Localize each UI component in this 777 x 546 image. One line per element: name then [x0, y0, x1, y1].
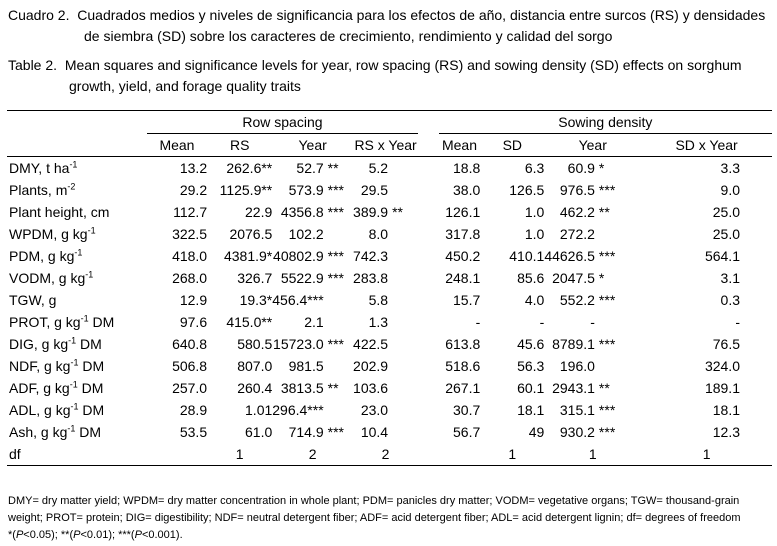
cell: 422.5: [353, 336, 389, 352]
cell: -: [539, 314, 545, 330]
cell: 9.0: [720, 182, 740, 198]
cell: 28.9: [179, 402, 208, 418]
cell: 564.1: [704, 248, 740, 264]
table-row: [7, 311, 772, 333]
cell: 981.5: [288, 358, 324, 374]
cell: 317.8: [445, 226, 481, 242]
cell: 53.5: [179, 424, 208, 440]
cell: 248.1: [445, 270, 481, 286]
column-header-row: [7, 134, 772, 157]
cell: 52.7: [296, 160, 324, 176]
spacer: [418, 333, 439, 355]
sig-marker: [324, 355, 353, 377]
sig-marker: [595, 355, 641, 377]
cell: 97.6: [179, 314, 208, 330]
cell: 3.3: [720, 160, 740, 176]
cell: 1125.9**: [219, 182, 273, 198]
cell: 12.3: [712, 424, 740, 440]
col-header: Mean: [147, 134, 207, 157]
cell: 260.4: [237, 380, 273, 396]
row-label: PROT, g $kg^{-1}$ DM: [9, 313, 115, 330]
row-label: NDF, g $kg^{-1}$ DM: [9, 357, 105, 374]
cell: 552.2: [559, 292, 595, 308]
caption-line: Mean squares and significance levels for year, row spacing (RS) and sowing density (SD) effects on sorghum: [64, 57, 742, 73]
cell: 2: [272, 443, 353, 466]
cell: 12.9: [179, 292, 208, 308]
spacer: [418, 245, 439, 267]
cell: 61.0: [245, 424, 273, 440]
table-row: [7, 267, 772, 289]
cell: 10.4: [360, 424, 389, 440]
sig-marker: ***: [598, 402, 616, 418]
cell: 807.0: [237, 358, 273, 374]
cell: 2: [353, 443, 418, 466]
sig-marker: ***: [327, 336, 345, 352]
footnote: [8, 493, 773, 544]
cell: 283.8: [353, 270, 389, 286]
sig-marker: **: [327, 160, 339, 176]
cell: 326.7: [237, 270, 273, 286]
table-row: [7, 377, 772, 399]
cell: 2076.5: [229, 226, 273, 242]
cell: 0.3: [720, 292, 740, 308]
table-row: [7, 179, 772, 201]
cell: 29.5: [360, 182, 389, 198]
cell: 640.8: [172, 336, 208, 352]
cell: -: [590, 314, 595, 330]
cell: 56.3: [517, 358, 545, 374]
data-table: [7, 110, 772, 466]
row-label: WPDM, g $kg^{-1}$: [9, 225, 96, 242]
sig-marker: ***: [327, 248, 345, 264]
cell: 573.9: [288, 182, 324, 198]
cell: 742.3: [353, 248, 389, 264]
cell: -: [475, 314, 481, 330]
spacer: [418, 289, 439, 311]
cell: 49: [528, 424, 545, 440]
spacer: [418, 399, 439, 421]
cell: -: [735, 314, 740, 330]
row-label: TGW, g: [9, 292, 57, 308]
cell: 324.0: [704, 358, 740, 374]
cell: 13.2: [179, 160, 208, 176]
cell: 1.0: [524, 204, 545, 220]
col-header: Year: [272, 134, 353, 157]
sig-marker: ***: [327, 182, 345, 198]
spacer: [418, 311, 439, 333]
cell: 30.7: [453, 402, 481, 418]
cell: 1.0: [524, 226, 545, 242]
cell: 3813.5: [280, 380, 324, 396]
cell: 8.0: [368, 226, 389, 242]
cell: 268.0: [172, 270, 208, 286]
cell: 85.6: [517, 270, 545, 286]
cell: 5.8: [368, 292, 389, 308]
sig-marker: [324, 289, 353, 311]
cell: 1: [544, 443, 641, 466]
table-row: [7, 157, 772, 180]
cell: 4.0: [524, 292, 545, 308]
caption-label: Table 2.: [8, 57, 58, 73]
sig-marker: [324, 311, 353, 333]
cell: 25.0: [712, 226, 740, 242]
spacer: [418, 223, 439, 245]
cell: 315.1: [559, 402, 595, 418]
col-header: Mean: [439, 134, 481, 157]
col-header: Year: [544, 134, 641, 157]
cell: 38.0: [453, 182, 481, 198]
cell: 418.0: [172, 248, 208, 264]
cell: 1.01: [245, 402, 273, 418]
cell: 415.0**: [226, 314, 273, 330]
cell: 15.7: [453, 292, 481, 308]
cell: 389.9 **: [353, 204, 403, 220]
cell: 976.5: [559, 182, 595, 198]
cell: 189.1: [704, 380, 740, 396]
spacer: [418, 201, 439, 223]
row-label: DIG, g $kg^{-1}$ DM: [9, 335, 102, 352]
footnote-line: weight; PROT= protein; DIG= digestibility; NDF= neutral detergent fiber; ADF= acid detergent fiber; ADL= acid detergent lignin; df= degrees of freedom: [8, 512, 741, 524]
sig-marker: **: [327, 380, 339, 396]
cell: 2943.1: [552, 380, 595, 396]
cell: 4381.9*: [223, 248, 273, 264]
sig-marker: ***: [598, 248, 616, 264]
row-label: Plant height, cm: [9, 204, 110, 220]
cell: 126.1: [445, 204, 481, 220]
spacer: [418, 157, 439, 180]
caption-spanish: [8, 5, 773, 47]
sig-marker: ***: [327, 424, 345, 440]
caption-line: de siembra (SD) sobre los caracteres de crecimiento, rendimiento y calidad del sorgo: [84, 28, 613, 44]
sig-marker: *: [598, 160, 605, 176]
cell: 322.5: [172, 226, 208, 242]
sig-marker: **: [598, 204, 610, 220]
cell: 3.1: [720, 270, 740, 286]
cell: 29.2: [179, 182, 208, 198]
cell: 202.9: [353, 358, 389, 374]
cell: 60.1: [517, 380, 545, 396]
sig-marker: **: [598, 380, 610, 396]
spacer: [418, 179, 439, 201]
cell: 56.7: [453, 424, 481, 440]
cell: 2047.5: [552, 270, 595, 286]
row-label: ADF, g $kg^{-1}$ DM: [9, 379, 104, 396]
cell: 196.0: [559, 358, 595, 374]
cell: 410.1: [509, 248, 545, 264]
cell: 5.2: [368, 160, 389, 176]
cell: 60.9: [567, 160, 595, 176]
cell: 18.1: [517, 402, 545, 418]
table-row: [7, 223, 772, 245]
cell: 112.7: [173, 204, 208, 220]
caption-english: [8, 55, 773, 97]
table-row: [7, 201, 772, 223]
col-header: SD x Year: [641, 134, 772, 157]
table-row: [7, 245, 772, 267]
cell: 126.5: [509, 182, 545, 198]
col-header: SD: [480, 134, 544, 157]
cell: 44626.5: [544, 248, 595, 264]
sig-marker: ***: [327, 270, 345, 286]
row-label: df: [7, 443, 147, 466]
cell: 5522.9: [280, 270, 324, 286]
group-row-spacing: Row spacing: [147, 111, 418, 134]
cell: 613.8: [445, 336, 481, 352]
cell: 1: [480, 443, 544, 466]
cell: 15723.0: [273, 336, 324, 352]
row-label: VODM, g $kg^{-1}$: [9, 269, 94, 286]
cell: 272.2: [559, 226, 595, 242]
cell: 19.3*: [239, 292, 273, 308]
sig-marker: [324, 399, 353, 421]
cell: 518.6: [445, 358, 481, 374]
sig-marker: ***: [598, 182, 616, 198]
cell: 1.3: [368, 314, 389, 330]
footnote-line: DMY= dry matter yield; WPDM= dry matter concentration in whole plant; PDM= panicles dry matter; VODM= vegetative organs; TGW= thousand-grain: [8, 495, 740, 507]
cell: 40802.9: [273, 248, 324, 264]
spacer: [418, 377, 439, 399]
cell: 18.1: [712, 402, 740, 418]
sig-marker: [595, 311, 641, 333]
sig-marker: ***: [598, 424, 616, 440]
spacer: [418, 267, 439, 289]
caption-label: Cuadro 2.: [8, 7, 70, 23]
sig-marker: [324, 223, 353, 245]
spacer: [418, 355, 439, 377]
sig-marker: ***: [598, 292, 616, 308]
group-sowing-density: Sowing density: [439, 111, 772, 134]
cell: 6.3: [524, 160, 545, 176]
cell: 45.6: [517, 336, 545, 352]
cell: 25.0: [712, 204, 740, 220]
table-row: [7, 355, 772, 377]
df-row: [7, 443, 772, 466]
table-row: [7, 289, 772, 311]
cell: 18.8: [453, 160, 481, 176]
cell: 580.5: [237, 336, 273, 352]
cell: 1: [641, 443, 772, 466]
table-row: [7, 399, 772, 421]
cell: 930.2: [559, 424, 595, 440]
sig-marker: ***: [327, 204, 345, 220]
caption-line: growth, yield, and forage quality traits: [69, 78, 301, 94]
cell: 450.2: [445, 248, 481, 264]
footnote-significance: *(P<0.05); **(P<0.01); ***(P<0.001).: [8, 529, 183, 541]
col-header: RS x Year: [353, 134, 418, 157]
cell: 462.2: [559, 204, 595, 220]
row-label: PDM, g $kg^{-1}$: [9, 247, 83, 264]
row-label: ADL, g $kg^{-1}$ DM: [9, 401, 105, 418]
cell: 257.0: [172, 380, 208, 396]
cell: 8789.1: [552, 336, 595, 352]
cell: 2.1: [304, 314, 324, 330]
cell: 102.2: [288, 226, 324, 242]
cell: 267.1: [445, 380, 481, 396]
group-header-row: [7, 111, 772, 134]
row-label: Plants, $m^{-2}$: [9, 181, 76, 198]
cell: 262.6**: [226, 160, 273, 176]
cell: 103.6: [353, 380, 389, 396]
col-header: RS: [207, 134, 272, 157]
spacer: [418, 421, 439, 443]
cell: 22.9: [245, 204, 273, 220]
sig-marker: *: [598, 270, 605, 286]
cell: 296.4***: [272, 402, 324, 418]
caption-line: Cuadrados medios y niveles de significancia para los efectos de año, distancia entre surcos (RS) y densidades: [77, 7, 766, 23]
cell: 23.0: [360, 402, 389, 418]
row-label: Ash, g $kg^{-1}$ DM: [9, 423, 102, 440]
cell: 456.4***: [272, 292, 324, 308]
row-label: DMY, t $ha^{-1}$: [9, 159, 78, 176]
cell: 4356.8: [280, 204, 324, 220]
cell: 714.9: [288, 424, 324, 440]
cell: 506.8: [172, 358, 208, 374]
sig-marker: [595, 223, 641, 245]
table-row: [7, 333, 772, 355]
cell: 76.5: [712, 336, 740, 352]
sig-marker: ***: [598, 336, 616, 352]
table-row: [7, 421, 772, 443]
cell: 1: [207, 443, 272, 466]
